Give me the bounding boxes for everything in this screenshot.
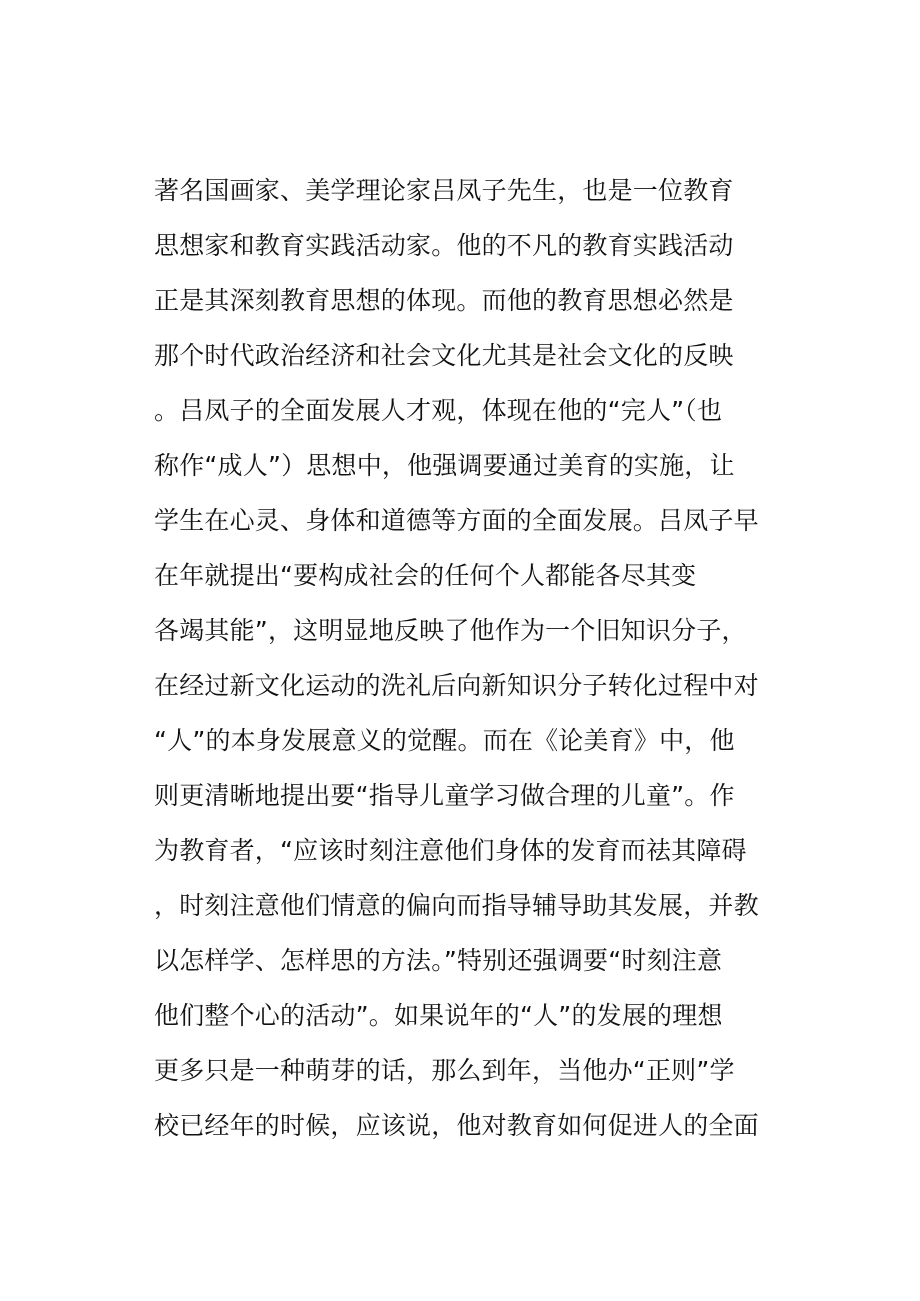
text-line: 更多只是一种萌芽的话，那么到年，当他办“正则”学 [154,1056,735,1085]
text-line: 各竭其能”，这明显地反映了他作为一个旧知识分子， [154,616,747,645]
text-line: 校已经年的时候，应该说，他对教育如何促进人的全面 [154,1111,759,1140]
text-line: 正是其深刻教育思想的体现。而他的教育思想必然是 [154,286,734,315]
text-line: 。吕凤子的全面发展人才观，体现在他的“完人”（也 [154,396,723,425]
text-line: 在年就提出“要构成社会的任何个人都能各尽其变 [154,561,697,590]
text-line: 那个时代政治经济和社会文化尤其是社会文化的反映 [154,341,734,370]
text-line: 为教育者，“应该时刻注意他们身体的发育而祛其障碍 [154,836,747,865]
text-line: 称作“成人”）思想中，他强调要通过美育的实施，让 [154,451,735,480]
text-line: 他们整个心的活动”。如果说年的“人”的发展的理想 [154,1001,723,1030]
text-line: “人”的本身发展意义的觉醒。而在《论美育》中，他 [154,726,735,755]
text-line: 思想家和教育实践活动家。他的不凡的教育实践活动 [154,231,734,260]
body-paragraph [154,163,794,1153]
text-line: 在经过新文化运动的洗礼后向新知识分子转化过程中对 [154,671,759,700]
text-line: 则更清晰地提出要“指导儿童学习做合理的儿童”。作 [154,781,735,810]
text-line: 学生在心灵、身体和道德等方面的全面发展。吕凤子早 [154,506,759,535]
text-line: 以怎样学、怎样思的方法。”特别还强调要“时刻注意 [154,946,723,975]
text-line: 著名国画家、美学理论家吕凤子先生，也是一位教育 [154,176,734,205]
text-line: ，时刻注意他们情意的偏向而指导辅导助其发展，并教 [154,891,759,920]
